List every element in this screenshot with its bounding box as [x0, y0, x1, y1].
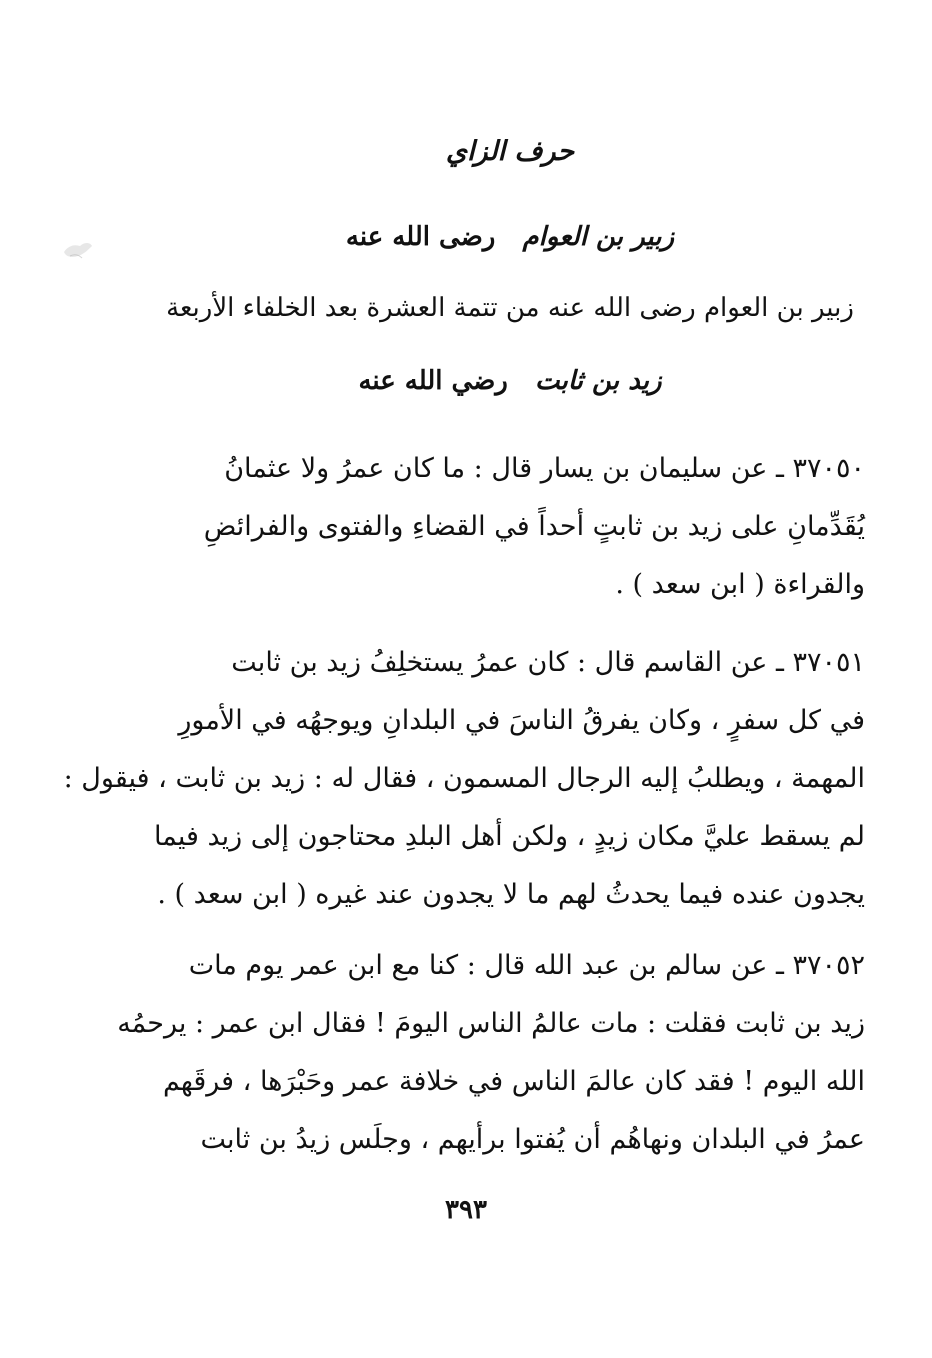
hadith-37050	[155, 440, 865, 614]
section-note: زبير بن العوام رضى الله عنه من تتمة العشرة بعد الخلفاء الأربعة	[166, 293, 854, 323]
chapter-title: حرف الزاي	[445, 136, 575, 167]
section-name: زبير بن العوام	[522, 222, 675, 252]
text-line: في كل سفرٍ ، وكان يفرقُ الناسَ في البلدانِ ويوجهُه في الأمورِ	[178, 705, 865, 736]
text-line: ٣٧٠٥٠ ـ عن سليمان بن يسار قال : ما كان عمرُ ولا عثمانُ	[224, 453, 865, 484]
text-line: يُقَدِّمانِ على زيد بن ثابتٍ أحداً في القضاءِ والفتوى والفرائضِ	[203, 511, 865, 542]
text-line: يجدون عنده فيما يحدثُ لهم ما لا يجدون عند غيره ( ابن سعد ) .	[157, 879, 865, 910]
section-title-zubayr	[150, 222, 870, 252]
page-number: ٣٩٣	[445, 1195, 487, 1225]
text-line: والقراءة ( ابن سعد ) .	[615, 569, 865, 600]
section-name: زيد بن ثابت	[535, 366, 662, 396]
section-title-zayd	[150, 366, 870, 396]
text-line: المهمة ، ويطلبُ إليه الرجال المسمون ، فقال له : زيد بن ثابت ، فيقول :	[63, 763, 865, 794]
text-line: ٣٧٠٥٢ ـ عن سالم بن عبد الله قال : كنا مع ابن عمر يوم مات	[188, 950, 865, 981]
hadith-37052	[117, 937, 865, 1169]
text-line: الله اليوم ! فقد كان عالمَ الناس في خلافة عمر وحَبْرَها ، فرقَهم	[162, 1066, 865, 1097]
text-line: لم يسقط عليَّ مكان زيدٍ ، ولكن أهل البلدِ محتاجون إلى زيد فيما	[154, 821, 865, 852]
scan-smudge	[58, 232, 98, 266]
text-line: ٣٧٠٥١ ـ عن القاسم قال : كان عمرُ يستخلِفُ زيد بن ثابت	[231, 647, 865, 678]
section-honorific: رضي الله عنه	[358, 366, 508, 396]
hadith-37051	[63, 634, 865, 924]
text-line: عمرُ في البلدان ونهاهُم أن يُفتوا برأيهم ، وجلَس زيدُ بن ثابت	[200, 1124, 865, 1155]
section-honorific: رضى الله عنه	[345, 222, 496, 252]
text-line: زيد بن ثابت فقلت : مات عالمُ الناس اليومَ ! فقال ابن عمر : يرحمُه	[117, 1008, 865, 1039]
